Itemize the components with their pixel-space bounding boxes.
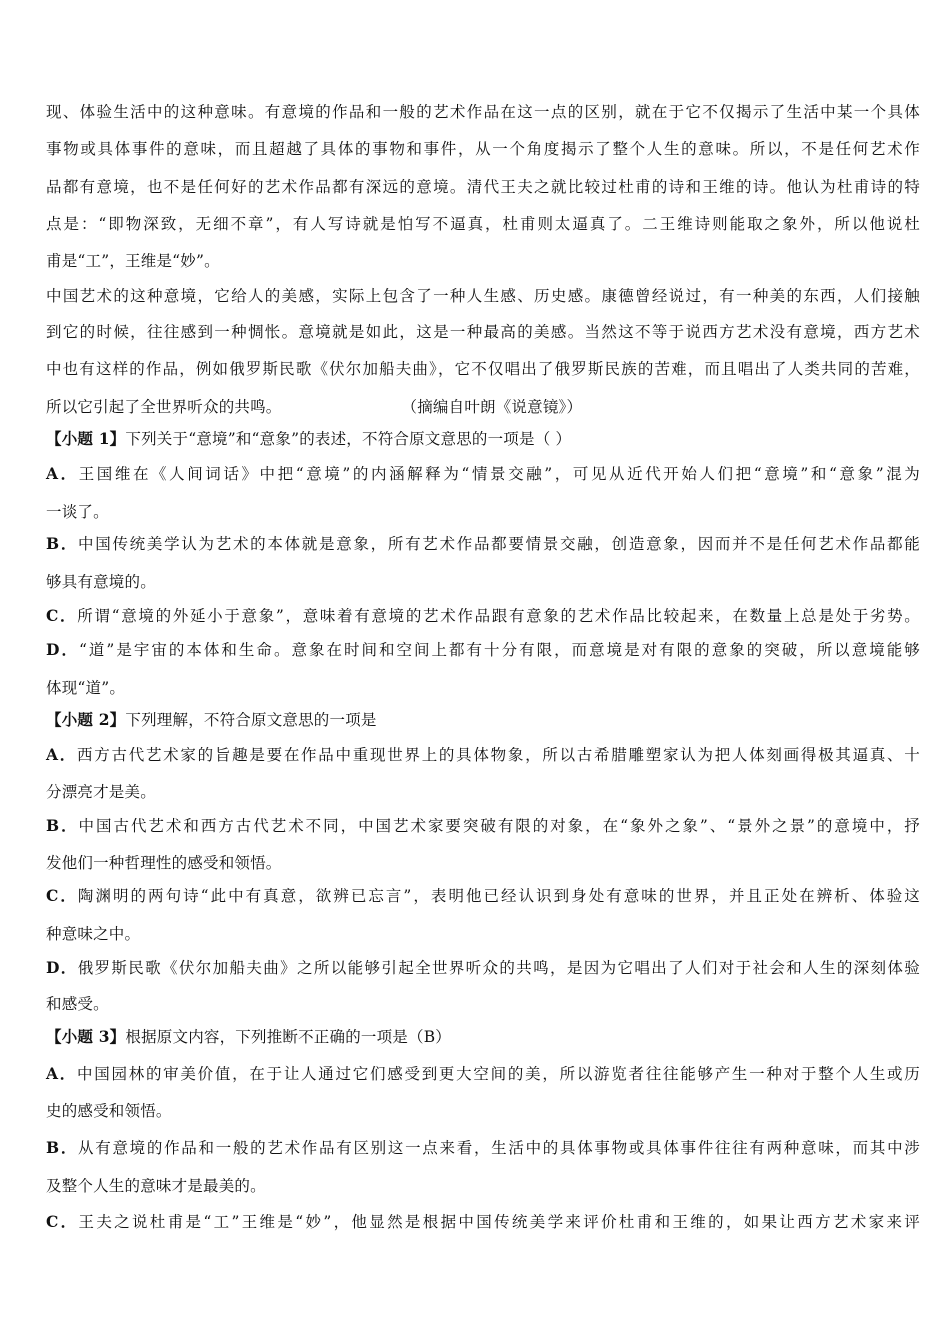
question-2-label: 【小题 2】	[46, 710, 126, 729]
option-key: D．	[46, 958, 78, 977]
question-3-stem	[46, 1026, 920, 1048]
option-key: C．	[46, 1212, 79, 1231]
question-1-option-a	[46, 463, 920, 485]
passage-line: 甫是“工”，王维是“妙”。	[46, 252, 220, 270]
question-1-stem	[46, 428, 920, 450]
option-text: 陶渊明的两句诗“此中有真意，欲辨已忘言”，表明他已经认识到身处有意味的世界，并且正处在辨析、体验这	[77, 887, 920, 905]
option-text: 中国古代艺术和西方古代艺术不同，中国艺术家要突破有限的对象，在“象外之象”、“景外之景”的意境中，抒	[78, 817, 920, 835]
passage-line: 中也有这样的作品，例如俄罗斯民歌《伏尔加船夫曲》，它不仅唱出了俄罗斯民族的苦难，而且唱出了人类共同的苦难，	[46, 360, 920, 378]
option-continuation: 一谈了。	[46, 503, 109, 521]
question-1-option-c	[46, 605, 920, 627]
question-2-option-c	[46, 885, 920, 907]
option-continuation: 及整个人生的意味才是最美的。	[46, 1177, 266, 1195]
passage-line: 到它的时候，往往感到一种惆怅。意境就是如此，这是一种最高的美感。当然这不等于说西方艺术没有意境，西方艺术	[46, 323, 920, 341]
option-text: 中国传统美学认为艺术的本体就是意象，所有艺术作品都要情景交融，创造意象，因而并不是任何艺术作品都能	[78, 535, 920, 553]
question-3-text: 根据原文内容，下列推断不正确的一项是（B）	[125, 1028, 451, 1046]
question-2-option-a	[46, 744, 920, 766]
passage-source: （摘编自叶朗《说意镜》）	[401, 398, 583, 416]
question-3-option-b	[46, 1137, 920, 1159]
option-text: 王国维在《人间词话》中把“意境”的内涵解释为“情景交融”，可见从近代开始人们把“意境”和“意象”混为	[78, 465, 920, 483]
question-2-option-d	[46, 957, 920, 979]
question-2-option-b	[46, 815, 920, 837]
option-continuation: 发他们一种哲理性的感受和领悟。	[46, 854, 282, 872]
question-1-option-d	[46, 639, 920, 661]
option-continuation: 和感受。	[46, 995, 109, 1013]
option-key: B．	[46, 816, 79, 835]
option-key: C．	[46, 886, 78, 905]
option-key: D．	[46, 640, 79, 659]
option-continuation: 够具有意境的。	[46, 573, 156, 591]
question-1-label: 【小题 1】	[46, 429, 126, 448]
question-3-option-a	[46, 1063, 920, 1085]
option-continuation: 分漂亮才是美。	[46, 783, 156, 801]
passage-last-text: 所以它引起了全世界听众的共鸣。	[46, 398, 282, 416]
option-key: B．	[46, 1138, 79, 1157]
question-1-option-b	[46, 533, 920, 555]
option-key: A．	[46, 1064, 77, 1083]
option-key: A．	[46, 464, 79, 483]
passage-line: 点是：“即物深致，无细不章”，有人写诗就是怕写不逼真，杜甫则太逼真了。二王维诗则能取之象外，所以他说杜	[46, 215, 920, 233]
option-text: 所谓“意境的外延小于意象”，意味着有意境的艺术作品跟有意象的艺术作品比较起来，在数量上总是处于劣势。	[77, 607, 920, 625]
passage-line: 现、体验生活中的这种意味。有意境的作品和一般的艺术作品在这一点的区别，就在于它不仅揭示了生活中某一个具体	[46, 103, 920, 121]
passage-line: 中国艺术的这种意境，它给人的美感，实际上包含了一种人生感、历史感。康德曾经说过，有一种美的东西，人们接触	[46, 287, 920, 305]
option-text: 俄罗斯民歌《伏尔加船夫曲》之所以能够引起全世界听众的共鸣，是因为它唱出了人们对于社会和人生的深刻体验	[77, 959, 920, 977]
question-3-option-c	[46, 1211, 920, 1233]
question-2-text: 下列理解，不符合原文意思的一项是	[125, 711, 377, 729]
option-text: “道”是宇宙的本体和生命。意象在时间和空间上都有十分有限，而意境是对有限的意象的突破，所以意境能够	[78, 641, 921, 659]
option-text: 西方古代艺术家的旨趣是要在作品中重现世界上的具体物象，所以古希腊雕塑家认为把人体刻画得极其逼真、十	[77, 746, 920, 764]
option-text: 从有意境的作品和一般的艺术作品有区别这一点来看，生活中的具体事物或具体事件往往有两种意味，而其中涉	[78, 1139, 920, 1157]
option-continuation: 体现“道”。	[46, 679, 126, 697]
passage-last-line	[46, 396, 920, 418]
option-continuation: 史的感受和领悟。	[46, 1102, 172, 1120]
option-key: A．	[46, 745, 77, 764]
option-continuation: 种意味之中。	[46, 925, 141, 943]
question-1-text: 下列关于“意境”和“意象”的表述，不符合原文意思的一项是（ ）	[125, 430, 572, 448]
option-text: 王夫之说杜甫是“工”王维是“妙”，他显然是根据中国传统美学来评价杜甫和王维的，如果让西方艺术家来评	[78, 1213, 920, 1231]
passage-line: 事物或具体事件的意味，而且超越了具体的事物和事件，从一个角度揭示了整个人生的意味。所以，不是任何艺术作	[46, 140, 920, 158]
option-key: C．	[46, 606, 78, 625]
option-text: 中国园林的审美价值，在于让人通过它们感受到更大空间的美，所以游览者往往能够产生一种对于整个人生或历	[77, 1065, 920, 1083]
question-3-label: 【小题 3】	[46, 1027, 126, 1046]
option-key: B．	[46, 534, 79, 553]
question-2-stem	[46, 709, 920, 731]
passage-line: 品都有意境，也不是任何好的艺术作品都有深远的意境。清代王夫之就比较过杜甫的诗和王维的诗。他认为杜甫诗的特	[46, 178, 920, 196]
